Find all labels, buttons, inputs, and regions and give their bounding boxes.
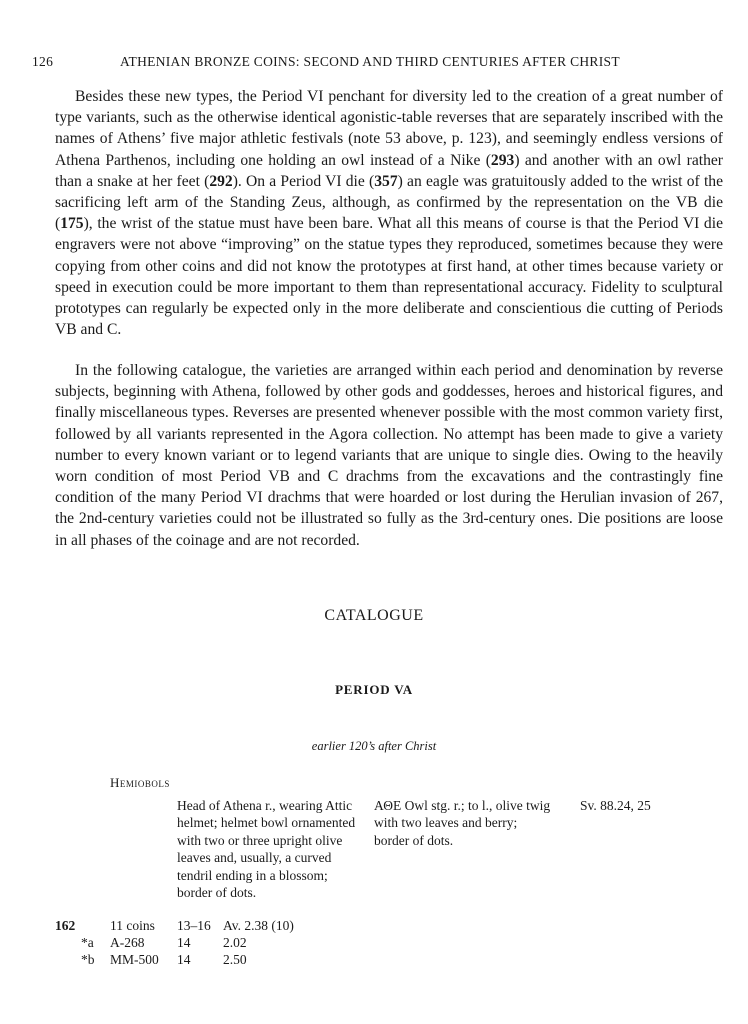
reference: Sv. 88.24, 25 [580, 798, 651, 813]
weight: 2.02 [223, 935, 247, 950]
running-title: ATHENIAN BRONZE COINS: SECOND AND THIRD CENTURIES AFTER CHRIST [120, 54, 620, 69]
catalogue-ref: 293 [490, 151, 515, 169]
period-heading: PERIOD VA [335, 682, 413, 697]
denomination-heading: Hemiobols [110, 775, 170, 790]
paragraph-text: ) and another with an owl rather than a snake at her feet ( [55, 151, 724, 190]
running-header [32, 54, 722, 74]
diameter: 14 [177, 952, 191, 967]
obverse-description: Head of Athena r., wearing Attic helmet; helmet bowl ornamented with two or three upright olive leaves and, usually, a curved tendril ending in a blossom; border of dots. [177, 798, 356, 901]
catalogue-ref: 175 [60, 215, 84, 233]
reverse-description: ΑΘΕ Owl stg. r.; to l., olive twig with two leaves and berry; border of dots. [374, 798, 551, 848]
catalogue-ref: 357 [374, 172, 398, 190]
entry-number: 162 [55, 918, 76, 933]
specimen-id: A-268 [110, 935, 145, 950]
date-range: earlier 120’s after Christ [311, 739, 437, 753]
catalogue-row [0, 951, 748, 968]
paragraph-text: ). On a Period VI die ( [232, 172, 375, 190]
weight: 2.50 [223, 952, 247, 967]
catalogue-heading: CATALOGUE [324, 607, 424, 624]
paragraph-text: Besides these new types, the Period VI penchant for diversity led to the creation of a great number of type variants, such as the otherwise identical agonistic-table reverses that are separately inscribed with the names of Athens’ five major athletic festivals (note 53 above, p. 123), and seemingly endless versions of Athena Parthenos, including one holding an owl instead of a Nike ( [55, 88, 723, 169]
variant-letter: *a [81, 935, 94, 950]
specimen-id: MM-500 [110, 952, 159, 967]
paragraph-catalogue-arrangement: In the following catalogue, the varieties are arranged within each period and denomination by reverse subjects, beginning with Athena, followed by other gods and goddesses, heroes and historical figures, and finally miscellaneous types. Reverses are presented whenever possible with the most common variety first, followed by all variants represented in the Agora collection. No attempt has been made to give a variety number to every known variant or to legend variants that are unique to single dies. Owing to the heavily worn condition of most Period VB and C drachms from the excavations and the contrastingly fine condition of the many Period VI drachms that were hoarded or lost during the Herulian invasion of 267, the 2nd-century varieties could not be illustrated so fully as the 3rd-century ones. Die positions are loose in all phases of the coinage and are not recorded. [55, 362, 723, 549]
paragraph-text: ), the wrist of the statue must have been bare. What all this means of course is that the Period VI die engravers were not above “improving” on the statue types they reproduced, sometimes because they were copying from other coins and did not know the prototypes at first hand, at other times because variety or speed in execution could be more important to them than representational accuracy. Fidelity to sculptural prototypes can regularly be expected only in the more deliberate and conscientious die cutting of Periods VB and C. [55, 215, 723, 339]
variant-letter: *b [81, 952, 95, 967]
page-number: 126 [32, 54, 54, 69]
paragraph-variants [55, 86, 723, 340]
diameter: 13–16 [177, 918, 211, 933]
weight: Av. 2.38 (10) [223, 918, 294, 933]
catalogue-row [0, 934, 748, 951]
paragraph-text: ) an eagle was gratuitously added to the wrist of the sacrificing left arm of the Standing Zeus, although, as confirmed by the representation on the VB die ( [55, 172, 723, 233]
catalogue-row [0, 917, 748, 934]
catalogue-ref: 292 [209, 172, 233, 190]
specimen-id: 11 coins [110, 918, 155, 933]
diameter: 14 [177, 935, 191, 950]
